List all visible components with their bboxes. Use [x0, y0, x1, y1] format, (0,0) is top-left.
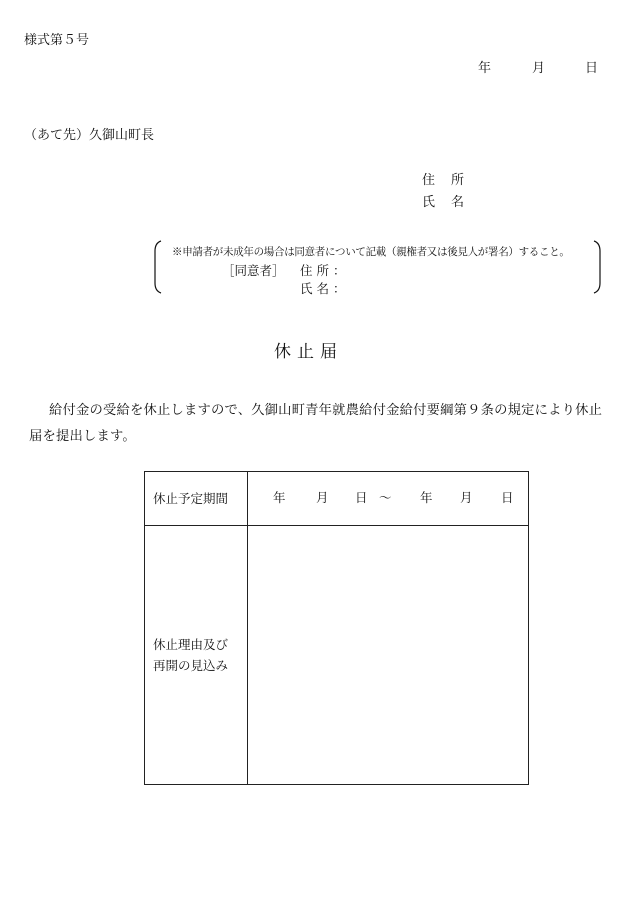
consent-name-label: 氏名： — [300, 281, 350, 296]
table-row — [145, 472, 529, 526]
to-year-label: 年 — [420, 490, 433, 505]
document-title: 休止届 — [274, 342, 343, 362]
consent-block — [150, 239, 605, 295]
date-year-label: 年 — [478, 61, 492, 76]
period-field[interactable] — [248, 472, 529, 526]
to-month-label: 月 — [460, 490, 473, 505]
to-day-label: 日 — [501, 490, 514, 505]
from-day-label: 日 — [355, 490, 368, 505]
consent-address-label: 住所： — [300, 263, 350, 278]
consent-person-label: ［同意者］ — [222, 263, 285, 278]
suspension-table — [144, 471, 529, 785]
consent-note: ※申請者が未成年の場合は同意者について記載（親権者又は後見人が署名）すること。 — [172, 246, 570, 258]
from-year-label: 年 — [273, 490, 286, 505]
from-month-label: 月 — [316, 490, 329, 505]
form-number: 様式第５号 — [24, 33, 90, 48]
reason-field[interactable] — [248, 526, 529, 785]
applicant-address-label: 住所 — [422, 173, 481, 188]
addressee: （あて先）久御山町長 — [24, 128, 155, 143]
date-day-label: 日 — [585, 61, 599, 76]
table-row — [145, 526, 529, 785]
body-text: 給付金の受給を休止しますので、久御山町青年就農給付金給付要綱第９条の規定により休止届を提出します。 — [29, 403, 603, 444]
period-label: 休止予定期間 — [145, 472, 248, 526]
reason-label — [145, 526, 248, 785]
reason-label-line1: 休止理由及び — [153, 637, 229, 652]
reason-label-line2: 再開の見込み — [153, 658, 229, 673]
applicant-name-label: 氏名 — [422, 195, 481, 210]
period-separator: ～ — [379, 490, 392, 505]
date-month-label: 月 — [532, 61, 546, 76]
